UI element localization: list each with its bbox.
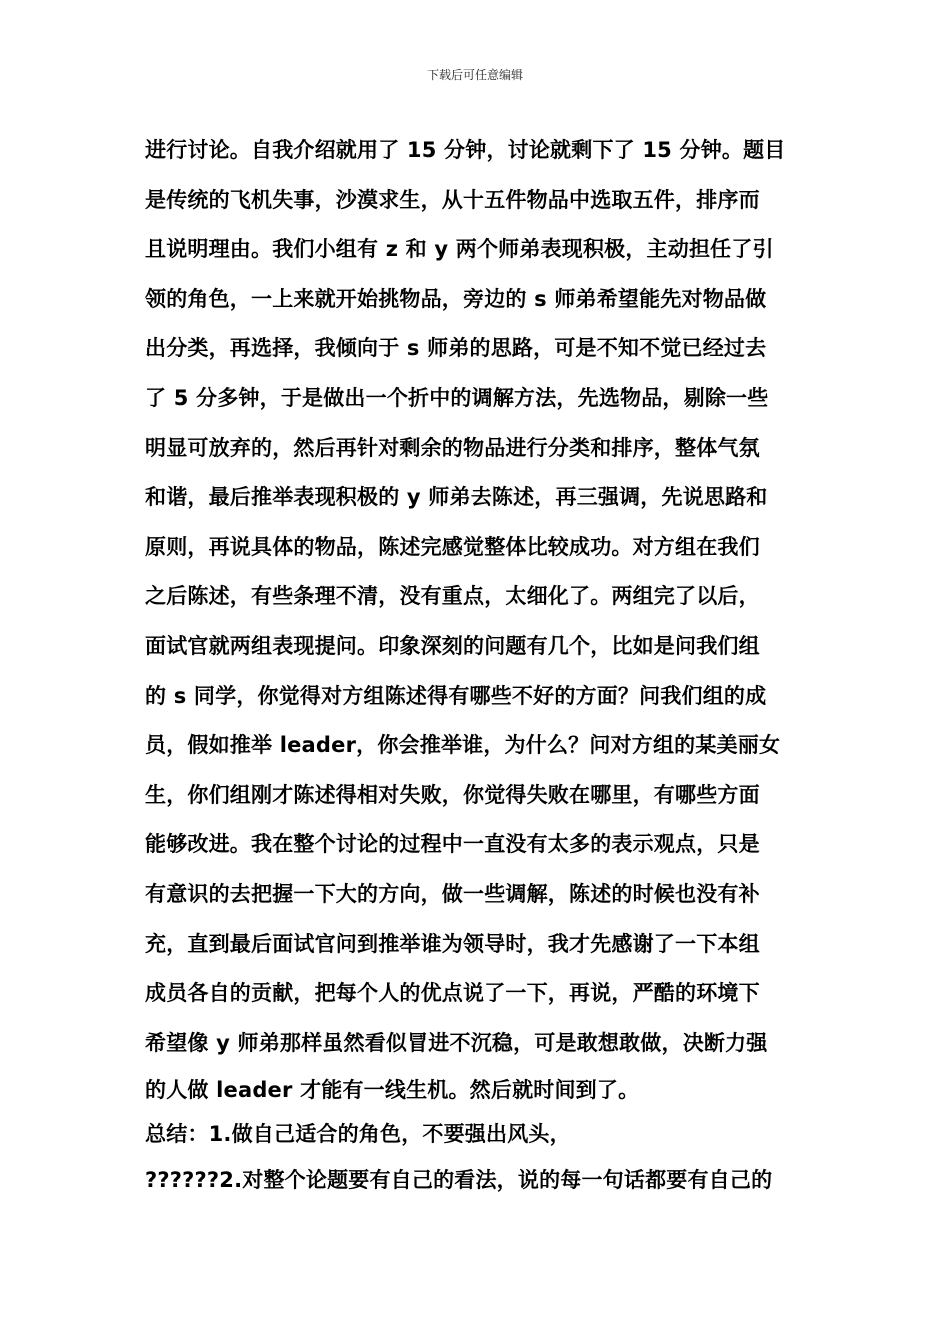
page-header: 下载后可任意编辑	[426, 68, 523, 82]
text-line: 出分类，再选择，我倾向于 s 师弟的思路，可是不知不觉已经过去	[145, 336, 767, 361]
text-line: 生，你们组刚才陈述得相对失败，你觉得失败在哪里，有哪些方面	[145, 782, 760, 807]
text-line: 成员各自的贡献，把每个人的优点说了一下，再说，严酷的环境下	[145, 981, 760, 1006]
text-line: 员，假如推举 leader，你会推举谁，为什么？问对方组的某美丽女	[145, 733, 781, 758]
text-line: 领的角色，一上来就开始挑物品，旁边的 s 师弟希望能先对物品做	[145, 286, 767, 311]
text-line: 明显可放弃的，然后再针对剩余的物品进行分类和排序，整体气氛	[145, 435, 760, 460]
text-line: 能够改进。我在整个讨论的过程中一直没有太多的表示观点，只是	[145, 832, 760, 857]
text-line: 面试官就两组表现提问。印象深刻的问题有几个，比如是问我们组	[145, 633, 760, 658]
text-line: 进行讨论。自我介绍就用了 15 分钟，讨论就剩下了 15 分钟。题目	[145, 138, 786, 162]
text-line: 之后陈述，有些条理不清，没有重点，太细化了。两组完了以后，	[145, 584, 760, 609]
text-line: 希望像 y 师弟那样虽然看似冒进不沉稳，可是敢想敢做，决断力强	[145, 1030, 768, 1055]
summary-line: 总结：1.做自己适合的角色，不要强出风头，	[145, 1122, 571, 1147]
text-line: 且说明理由。我们小组有 z 和 y 两个师弟表现积极，主动担任了引	[145, 237, 774, 262]
text-line: 有意识的去把握一下大的方向，做一些调解，陈述的时候也没有补	[145, 881, 760, 906]
body-text	[145, 126, 810, 1206]
text-line: 充，直到最后面试官问到推举谁为领导时，我才先感谢了一下本组	[145, 931, 760, 956]
text-line: 的人做 leader 才能有一线生机。然后就时间到了。	[145, 1078, 640, 1103]
summary-line: ??????2.对整个论题要有自己的看法，说的每一句话都要有自己的	[145, 1168, 773, 1193]
text-line: 了 5 分多钟，于是做出一个折中的调解方法，先选物品，剔除一些	[145, 385, 769, 410]
text-line: 和谐，最后推举表现积极的 y 师弟去陈述，再三强调，先说思路和	[145, 485, 768, 510]
text-line: 原则，再说具体的物品，陈述完感觉整体比较成功。对方组在我们	[145, 534, 760, 559]
text-line: 的 s 同学，你觉得对方组陈述得有哪些不好的方面？问我们组的成	[145, 683, 767, 708]
text-line: 是传统的飞机失事，沙漠求生，从十五件物品中选取五件，排序而	[145, 187, 760, 212]
